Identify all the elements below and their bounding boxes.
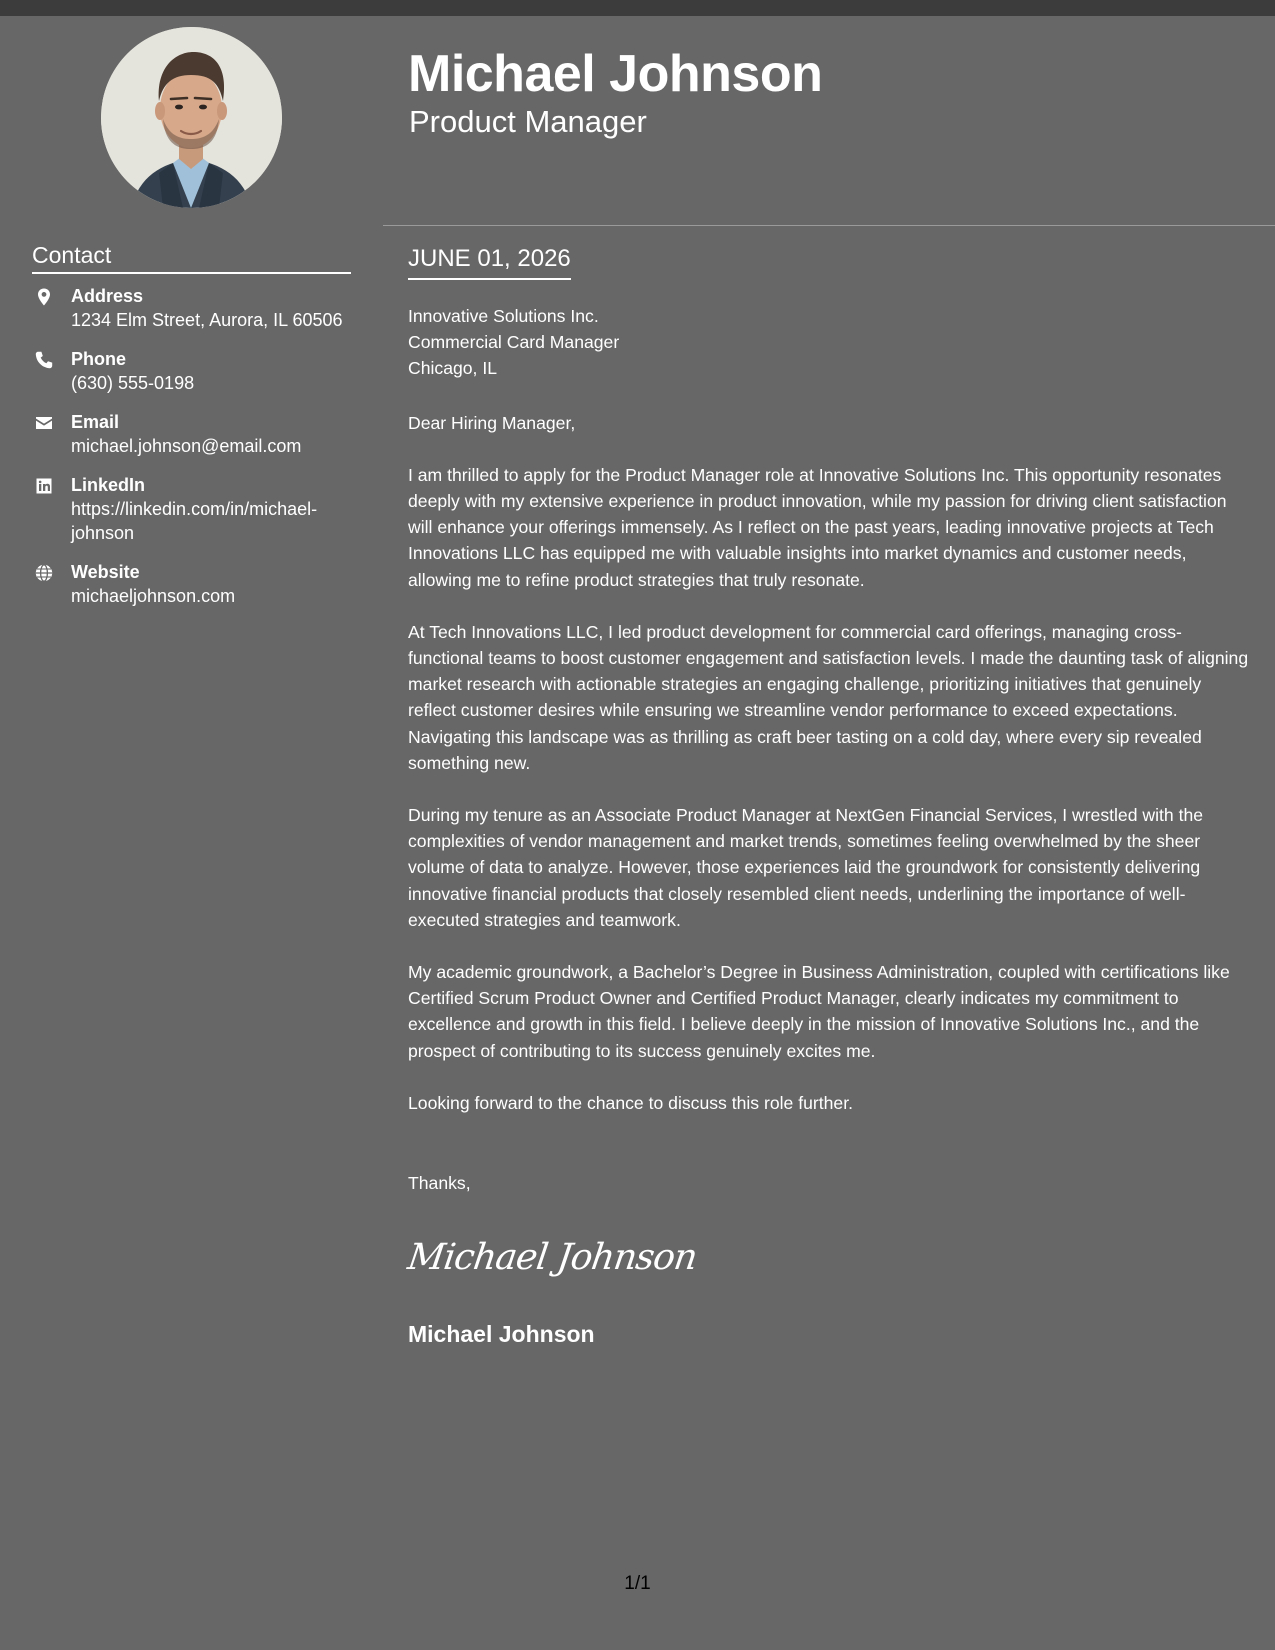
contact-heading: Contact bbox=[32, 241, 351, 274]
letter-date: JUNE 01, 2026 bbox=[408, 244, 571, 280]
profile-photo bbox=[101, 27, 282, 208]
salutation: Dear Hiring Manager, bbox=[408, 412, 576, 433]
envelope-icon bbox=[34, 413, 54, 433]
profile-photo-illustration bbox=[101, 27, 282, 208]
phone-icon bbox=[34, 350, 54, 370]
linkedin-icon bbox=[34, 476, 54, 496]
linkedin-link[interactable]: https://linkedin.com/in/michael-johnson bbox=[71, 499, 318, 543]
recipient-title: Commercial Card Manager bbox=[408, 332, 620, 353]
contact-label: Phone bbox=[71, 349, 127, 369]
body-paragraph: My academic groundwork, a Bachelor’s Degree in Business Administration, coupled with certifications like Certified Scrum Product Owner and Certified Product Manager, clearly indicates my commitment to excellence and growth in this field. I believe deeply in the mission of Innovative Solutions Inc., and the prospect of contributing to its success genuinely excites me. bbox=[408, 962, 1230, 1061]
globe-icon bbox=[34, 563, 54, 583]
letter-body bbox=[408, 303, 1253, 1196]
body-paragraph: I am thrilled to apply for the Product Manager role at Innovative Solutions Inc. This opportunity resonates deeply with my extensive experience in product innovation, while my passion for driving client satisfaction will enhance your offerings immensely. As I reflect on the past years, leading innovative projects at Tech Innovations LLC has equipped me with valuable insights into market dynamics and customer needs, allowing me to refine product strategies that truly resonate. bbox=[408, 464, 1227, 590]
contact-label: LinkedIn bbox=[71, 475, 146, 495]
recipient-company: Innovative Solutions Inc. bbox=[408, 306, 599, 326]
body-paragraph: During my tenure as an Associate Product Manager at NextGen Financial Services, I wrestled with the complexities of vendor management and market trends, sometimes feeling overwhelmed by the sheer volume of data to analyze. However, those experiences laid the groundwork for consistently delivering innovative financial products that closely resembled client needs, underlining the importance of well-executed strategies and teamwork. bbox=[408, 805, 1204, 930]
contact-item-website bbox=[32, 560, 354, 608]
contact-label: Address bbox=[71, 286, 144, 306]
closing-line: Looking forward to the chance to discuss this role further. bbox=[408, 1092, 853, 1113]
contact-label: Email bbox=[71, 412, 120, 432]
website-link[interactable]: michaeljohnson.com bbox=[71, 586, 236, 606]
contact-item-email bbox=[32, 410, 354, 458]
recipient-block bbox=[408, 303, 1253, 382]
email-link[interactable]: michael.johnson@email.com bbox=[71, 436, 302, 456]
contact-label: Website bbox=[71, 562, 140, 582]
contact-list bbox=[32, 284, 354, 623]
contact-item-phone bbox=[32, 347, 354, 395]
body-paragraph: At Tech Innovations LLC, I led product development for commercial card offerings, managing cross-functional teams to boost customer engagement and satisfaction levels. I made the daunting task of aligning market research with actionable strategies an engaging challenge, prioritizing initiatives that genuinely reflect customer desires while ensuring we streamline vendor performance to exceed expectations. Navigating this landscape was as thrilling as craft beer tasting on a cold day, where every sip revealed something new. bbox=[408, 621, 1249, 773]
header-divider bbox=[383, 225, 1275, 226]
top-bar bbox=[0, 0, 1275, 16]
phone-value: (630) 555-0198 bbox=[71, 373, 195, 393]
address-value: 1234 Elm Street, Aurora, IL 60506 bbox=[71, 310, 343, 330]
map-pin-icon bbox=[34, 287, 54, 307]
signed-name: Michael Johnson bbox=[408, 1321, 595, 1347]
job-title: Product Manager bbox=[409, 104, 647, 139]
applicant-name: Michael Johnson bbox=[408, 45, 823, 103]
handwritten-signature: Michael Johnson bbox=[405, 1237, 700, 1278]
recipient-location: Chicago, IL bbox=[408, 358, 497, 379]
page-number: 1/1 bbox=[624, 1573, 651, 1594]
sign-off: Thanks, bbox=[408, 1173, 471, 1194]
contact-item-linkedin bbox=[32, 473, 354, 545]
contact-item-address bbox=[32, 284, 354, 332]
